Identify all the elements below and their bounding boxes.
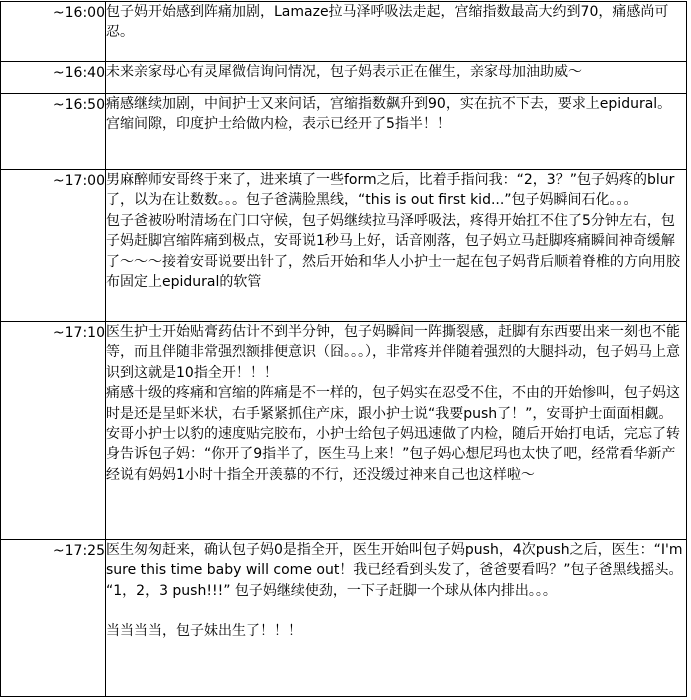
entry-cell	[106, 540, 687, 697]
time-cell: ~16:00	[1, 2, 106, 62]
entry-paragraph: 当当当当，包子妹出生了！！！	[106, 623, 302, 640]
time-cell: ~16:40	[1, 62, 106, 94]
entry-cell	[106, 170, 687, 322]
entry-cell	[106, 322, 687, 540]
time-cell: ~17:00	[1, 170, 106, 322]
birth-timeline-table	[0, 1, 687, 697]
entry-paragraph: 痛感十级的疼痛和宫缩的阵痛是不一样的，包子妈实在忍受不住，不由的开始惨叫，包子妈这时是还是呈虾米状，右手紧紧抓住产床，跟小护士说“我要push了！”，安哥护士面面相觑。	[106, 385, 680, 422]
timeline-row	[1, 2, 687, 62]
entry-cell	[106, 94, 687, 170]
entry-cell	[106, 2, 687, 62]
timeline-row	[1, 62, 687, 94]
entry-paragraph: 医生护士开始贴膏药估计不到半分钟，包子妈瞬间一阵撕裂感，赶脚有东西要出来一刻也不能等，而且伴随非常强烈额排便意识（囧。。。），非常疼并伴随着强烈的大腿抖动，包子妈马上意识到这就是10指全开！！！	[106, 324, 680, 381]
blank-line	[106, 601, 686, 621]
entry-paragraph: 男麻醉师安哥终于来了，进来填了一些form之后，比着手指问我：“2，3？”包子妈疼的blur了，以为在让数数。。。包子爸满脸黑线，“this is out first kid...”包子妈瞬间石化。。。	[106, 172, 675, 209]
timeline-row	[1, 540, 687, 697]
entry-paragraph: 医生匆匆赶来，确认包子妈0是指全开，医生开始叫包子妈push，4次push之后，医生：“I'm sure this time baby will come out！我已经看到头发了，爸爸要看吗？”包子爸黑线摇头。	[106, 542, 683, 579]
time-cell: ~16:50	[1, 94, 106, 170]
entry-paragraph: 未来亲家母心有灵犀微信询问情况，包子妈表示正在催生，亲家母加油助威～	[106, 64, 582, 80]
entry-cell	[106, 62, 687, 94]
timeline-row	[1, 322, 687, 540]
timeline-row	[1, 170, 687, 322]
entry-paragraph: 包子爸被吩咐清场在门口守候，包子妈继续拉马泽呼吸法，疼得开始扛不住了5分钟左右，包子妈赶脚宫缩阵痛到极点，安哥说1秒马上好，话音刚落，包子妈立马赶脚疼痛瞬间神奇缓解了～～～接着安哥说要出针了，然后开始和华人小护士一起在包子妈背后顺着脊椎的方向用胶布固定上epidural的软管	[106, 212, 680, 291]
timeline-row	[1, 94, 687, 170]
entry-paragraph: 包子妈开始感到阵痛加剧，Lamaze拉马泽呼吸法走起，宫缩指数最高大约到70，痛感尚可忍。	[106, 4, 669, 41]
entry-paragraph: 宫缩间隙，印度护士给做内检，表示已经开了5指半！！	[106, 116, 451, 133]
entry-paragraph: “1，2，3 push!!!” 包子妈继续使劲，一下子赶脚一个球从体内排出。。。	[106, 582, 557, 599]
entry-paragraph: 安哥小护士以豹的速度贴完胶布，小护士给包子妈迅速做了内检，随后开始打电话，完忘了转身告诉包子妈：“你开了9指半了，医生马上来！”包子妈心想尼玛也太快了吧，经常看华新产经说有妈妈1小时十指全开羡慕的不行，还没缓过神来自己也这样啦～	[106, 426, 680, 483]
time-cell: ~17:10	[1, 322, 106, 540]
time-cell: ~17:25	[1, 540, 106, 697]
entry-paragraph: 痛感继续加剧，中间护士又来问话，宫缩指数飙升到90，实在抗不下去，要求上epidural。	[106, 96, 672, 112]
